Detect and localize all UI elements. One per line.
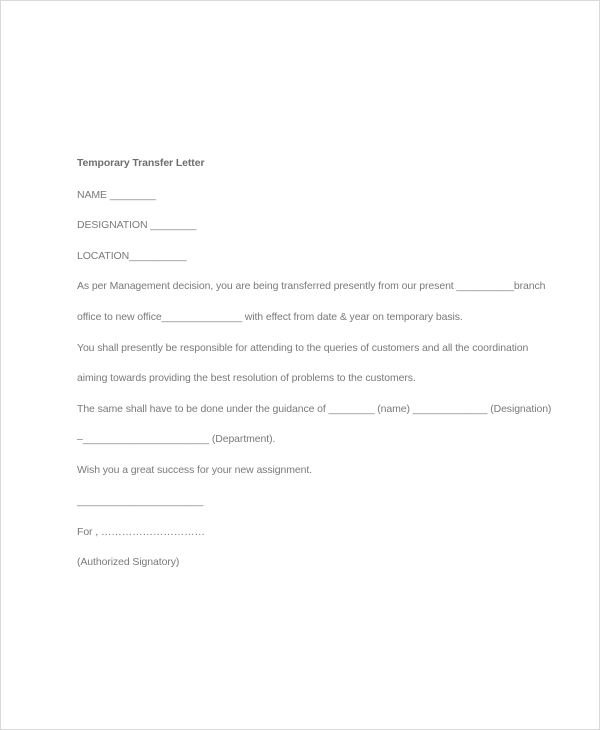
letter-title: Temporary Transfer Letter (77, 157, 205, 169)
designation-line: DESIGNATION ________ (77, 219, 197, 231)
paragraph-1-line-2: office to new office______________ with effect from date & year on temporary basis. (77, 311, 463, 323)
paragraph-2-line-2: aiming towards providing the best resolution of problems to the customers. (77, 372, 416, 384)
location-line: LOCATION__________ (77, 250, 187, 262)
paragraph-2-line-1: You shall presently be responsible for attending to the queries of customers and all the coordination (77, 342, 529, 354)
paragraph-1-line-1: As per Management decision, you are being transferred presently from our present __________branch (77, 280, 546, 292)
authorized-signatory: (Authorized Signatory) (77, 556, 180, 568)
signature-blank: ______________________ (77, 495, 204, 507)
paragraph-3-line-1: The same shall have to be done under the guidance of ________ (name) _____________ (Designation) (77, 403, 552, 415)
paragraph-3-line-2: –______________________ (Department). (77, 433, 276, 445)
name-line: NAME ________ (77, 189, 156, 201)
wish-line: Wish you a great success for your new assignment. (77, 464, 312, 476)
for-line: For , ………………………… (77, 526, 205, 538)
